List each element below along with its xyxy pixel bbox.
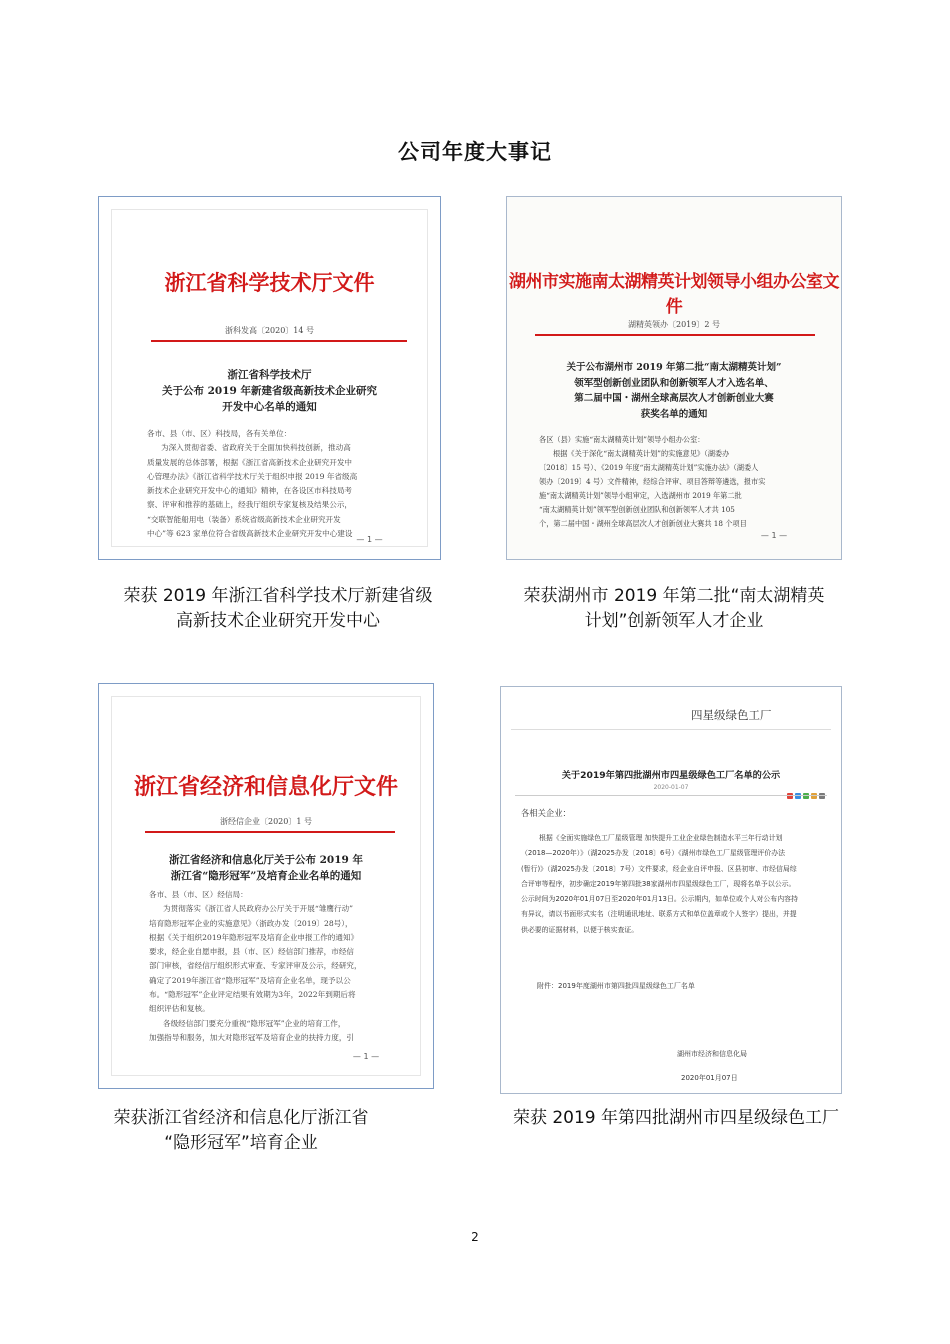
document-image-2 (506, 196, 842, 560)
doc3-red-rule (145, 831, 395, 833)
doc4-salutation: 各相关企业： (521, 808, 571, 818)
doc2-red-header: 湖州市实施南太湖精英计划领导小组办公室文件 (509, 272, 839, 317)
doc3-red-header: 浙江省经济和信息化厅文件 (133, 774, 398, 800)
caption-4: 荣获 2019 年第四批湖州市四星级绿色工厂 (512, 1108, 840, 1128)
caption-3: 荣获浙江省经济和信息化厅浙江省 “隐形冠军”培育企业 (113, 1108, 369, 1153)
doc4-issue-date: 2020年01月07日 (681, 1074, 738, 1082)
doc1-page-mark: — 1 — (356, 535, 383, 544)
doc4-title: 关于2019年第四批湖州市四星级绿色工厂名单的公示 (561, 770, 781, 781)
doc4-body: 根据《全面实施绿色工厂星级管理 加快提升工业企业绿色制造水平三年行动计划 （2018—2020年）》（湖2025办发〔2018〕6号）《湖州市绿色工厂星级管理评价办法 (暂行)》（湖2025办发〔2018〕7号）文件要求，经企业自评申报、区县初审、市经信局综 合评审等程序，初步确定2019年第四批38家湖州市四星级绿色工厂，现将名单予以公示。 公示时间为2020年01月07日至2020年01月13日。公示期内，如单位或个人对公布内容持 有异议，请以书面形式实名（注明通讯地址、联系方式和单位盖章或个人签字）提出，并提 供必要的证据材料，以便于核实查证。 (521, 834, 798, 934)
doc1-red-rule (151, 340, 407, 342)
doc2-red-rule (535, 334, 815, 336)
share-weibo-icon (787, 793, 793, 799)
document-image-1 (98, 196, 441, 560)
caption-2: 荣获湖州市 2019 年第二批“南太湖精英 计划”创新领军人才企业 (523, 586, 825, 631)
doc1-doc-number: 浙科发高〔2020〕14 号 (224, 326, 315, 335)
doc1-red-header: 浙江省科学技术厅文件 (164, 270, 375, 295)
page-title: 公司年度大事记 (398, 140, 552, 164)
doc4-divider (515, 795, 827, 796)
doc1-body: 各市、县（市、区）科技局，各有关单位： 为深入贯彻省委、省政府关于全面加快科技创新，推动高 质量发展的总体部署，根据《浙江省高新技术企业研究开发中 心管理办法》《浙江省科学技术厅关于组织申报 2019 年省级高 新技术企业研究开发中心的通知》精神，在各设区市科技局考 察、评审和推荐的基础上，经我厅组织专家复核及结果公示， “交联智能船用电（装备）系统省级高新技术企业研究开发 中心”等 623 家单位符合省级高新技术企业研究开发中心建设 (147, 429, 358, 539)
doc3-page-mark: — 1 — (352, 1052, 380, 1061)
doc4-date: 2020-01-07 (653, 784, 689, 791)
doc4-issuer: 湖州市经济和信息化局 (677, 1050, 747, 1058)
doc2-page-mark: — 1 — (760, 531, 788, 540)
share-qq-icon (795, 793, 801, 799)
caption-1: 荣获 2019 年浙江省科学技术厅新建省级 高新技术企业研究开发中心 (123, 586, 433, 631)
doc3-title: 浙江省经济和信息化厅关于公布 2019 年 浙江省“隐形冠军”及培育企业名单的通知 (168, 854, 364, 882)
doc3-doc-number: 浙经信企业〔2020〕1 号 (220, 817, 312, 826)
doc4-attachment: 附件：2019年度湖州市第四批四星级绿色工厂名单 (537, 982, 695, 990)
share-wechat-icon (803, 793, 809, 799)
share-zone-icon (811, 793, 817, 799)
doc2-title: 关于公布湖州市 2019 年第二批“南太湖精英计划” 领军型创新创业团队和创新领军人才入选名单、 第二届中国・湖州全球高层次人才创新创业大赛 获奖名单的通知 (566, 362, 782, 420)
page-number: 2 (471, 1230, 479, 1244)
document-image-4 (500, 686, 842, 1094)
doc2-body: 各区（县）实施“南太湖精英计划”领导小组办公室： 根据《关于深化“南太湖精英计划”的实施意见》（湖委办 〔2018〕15 号）、《2019 年度“南太湖精英计划”实施办法》（湖委人 领办〔2019〕4 号）文件精神，经综合评审、项目答辩等遴选，报市实 施“南太湖精英计划”领导小组审定，入选湖州市 2019 年第二批 “南太湖精英计划”领军型创新创业团队和创新领军人才共 105 个，第二届中国・湖州全球高层次人才创新创业大赛共 18 个项目 (539, 435, 766, 528)
doc2-doc-number: 湖精英领办〔2019〕2 号 (628, 320, 720, 329)
share-more-icon (819, 793, 825, 799)
doc4-tag-rule (511, 729, 831, 730)
doc1-title: 浙江省科学技术厅 关于公布 2019 年新建省级高新技术企业研究 开发中心名单的通知 (161, 369, 378, 413)
doc4-share-icons (785, 784, 825, 803)
doc3-body: 各市、县（市、区）经信局： 为贯彻落实《浙江省人民政府办公厅关于开展“雏鹰行动” 培育隐形冠军企业的实施意见》（浙政办发〔2019〕28号）， 根据《关于组织2019年隐形冠军及培育企业申报工作的通知》 要求，经企业自愿申报，县（市、区）经信部门推荐，市经信 部门审核，省经信厅组织形式审查、专家评审及公示，经研究， 确定了2019年浙江省“隐形冠军”及培育企业名单，现予以公 布。“隐形冠军”企业评定结果有效期为3年，2022年到期后将 组织评估和复核。 各级经信部门要充分重视“隐形冠军”企业的培育工作， 加强指导和服务，加大对隐形冠军及培育企业的扶持力度，引 (149, 890, 362, 1042)
document-image-3 (98, 683, 434, 1089)
doc4-tag: 四星级绿色工厂 (691, 708, 772, 722)
